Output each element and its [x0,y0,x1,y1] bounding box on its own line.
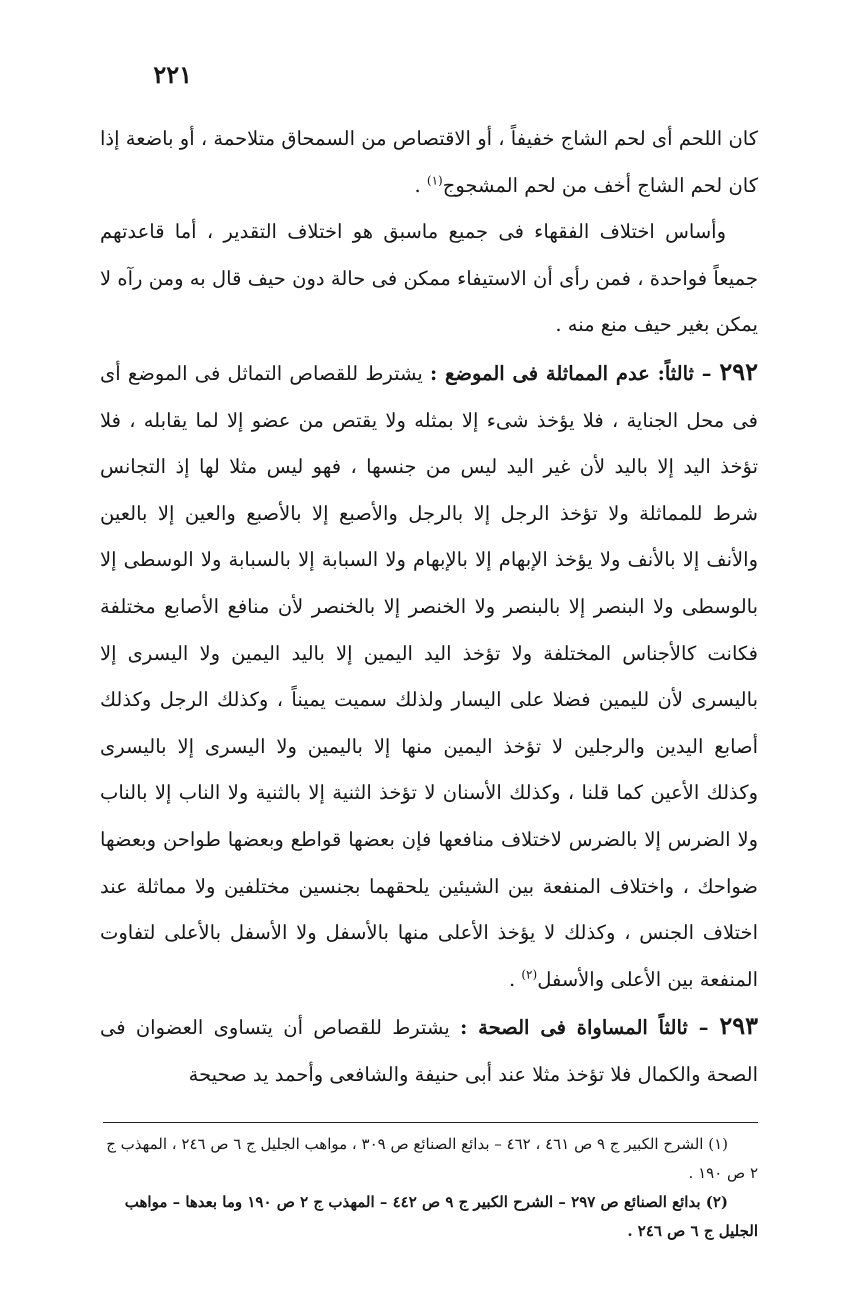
footnote-1: (١) الشرح الكبير ج ٩ ص ٤٦١ ، ٤٦٢ – بدائع الصنائع ص ٣٠٩ ، مواهب الجليل ج ٦ ص ٢٤٦ ، المهذب ج ٢ ص ١٩٠ . [106,1135,758,1182]
section-heading-293: – ثالثاً المساواة فى الصحة : [460,1016,720,1040]
footnote-ref-1: (١) [426,173,443,188]
section-text-292: يشترط للقصاص التماثل فى الموضع أى فى محل الجناية ، فلا يؤخذ شىء إلا بمثله ولا يقتص من عضو إلا لما يقابله ، فلا تؤخذ اليد إلا باليد لأن غير اليد ليس من جنسها ، فهو ليس مثلا لها إذ التجانس شرط للمماثلة ولا تؤخذ الرجل إلا بالرجل والأصبع إلا بالأصبع والعين إلا بالعين والأنف إلا بالأنف ولا يؤخذ الإبهام إلا بالإبهام ولا السبابة إلا بالسبابة ولا الوسطى إلا بالوسطى ولا البنصر إلا بالبنصر ولا الخنصر إلا بالخنصر لأن منافع الأصابع مختلفة فكانت كالأجناس المختلفة ولا تؤخذ اليد اليمين إلا باليد اليمين ولا اليسرى إلا باليسرى لأن لليمين فضلا على اليسار ولذلك سميت يميناً ، وكذلك الرجل وكذلك أصابع اليدين والرجلين لا تؤخذ اليمين منها إلا باليمين ولا اليسرى إلا باليسرى وكذلك الأعين كما قلنا ، وكذلك الأسنان لا تؤخذ الثنية إلا بالثنية ولا الناب إلا بالناب ولا الضرس إلا بالضرس لاختلاف منافعها فإن بعضها قواطع وبعضها طواحن وبعضها ضواحك ، واختلاف المنفعة بين الشيئين يلحقهما بجنسين مختلفين ولا مماثلة عند اختلاف الجنس ، وكذلك لا يؤخذ الأعلى منها بالأسفل ولا الأسفل بالأعلى لتفاوت المنفعة بين الأعلى والأسفل [100,361,758,991]
footnote-2: (٢) بدائع الصنائع ص ٢٩٧ – الشرح الكبير ج ٩ ص ٤٤٢ – المهذب ج ٢ ص ١٩٠ وما بعدها – مواهب الجليل ج ٦ ص ٢٤٦ . [124,1193,758,1240]
section-292 [100,349,758,1003]
paragraph-text: كان اللحم أى لحم الشاج خفيفاً ، أو الاقتصاص من السمحاق متلاحمة ، أو باضعة إذا كان لحم الشاج أخف من لحم المشجوج [100,127,758,197]
section-end-292: . [508,967,522,991]
section-number-292: ٢٩٢ [719,356,758,386]
section-293 [100,1003,758,1098]
section-number-293: ٢٩٣ [719,1011,758,1041]
page-number: ٢٢١ [153,60,192,89]
section-heading-292: – ثالثاً: عدم المماثلة فى الموضع : [430,361,720,385]
section-text-293: يشترط للقصاص أن يتساوى العضوان فى الصحة والكمال فلا تؤخذ مثلا عند أبى حنيفة والشافعى وأحمد يد صحيحة [100,1016,758,1086]
paragraph-continuation [100,116,758,209]
footnotes [96,1130,758,1246]
footnote-ref-2: (٢) [521,967,538,982]
footnote-divider [103,1122,758,1123]
main-text [100,116,758,1098]
paragraph-end: . [414,173,427,197]
paragraph-basis: وأساس اختلاف الفقهاء فى جميع ماسبق هو اختلاف التقدير ، أما قاعدتهم جميعاً فواحدة ، فمن رأى أن الاستيفاء ممكن فى حالة دون حيف قال به ومن رآه لا يمكن بغير حيف منع منه . [100,220,758,337]
